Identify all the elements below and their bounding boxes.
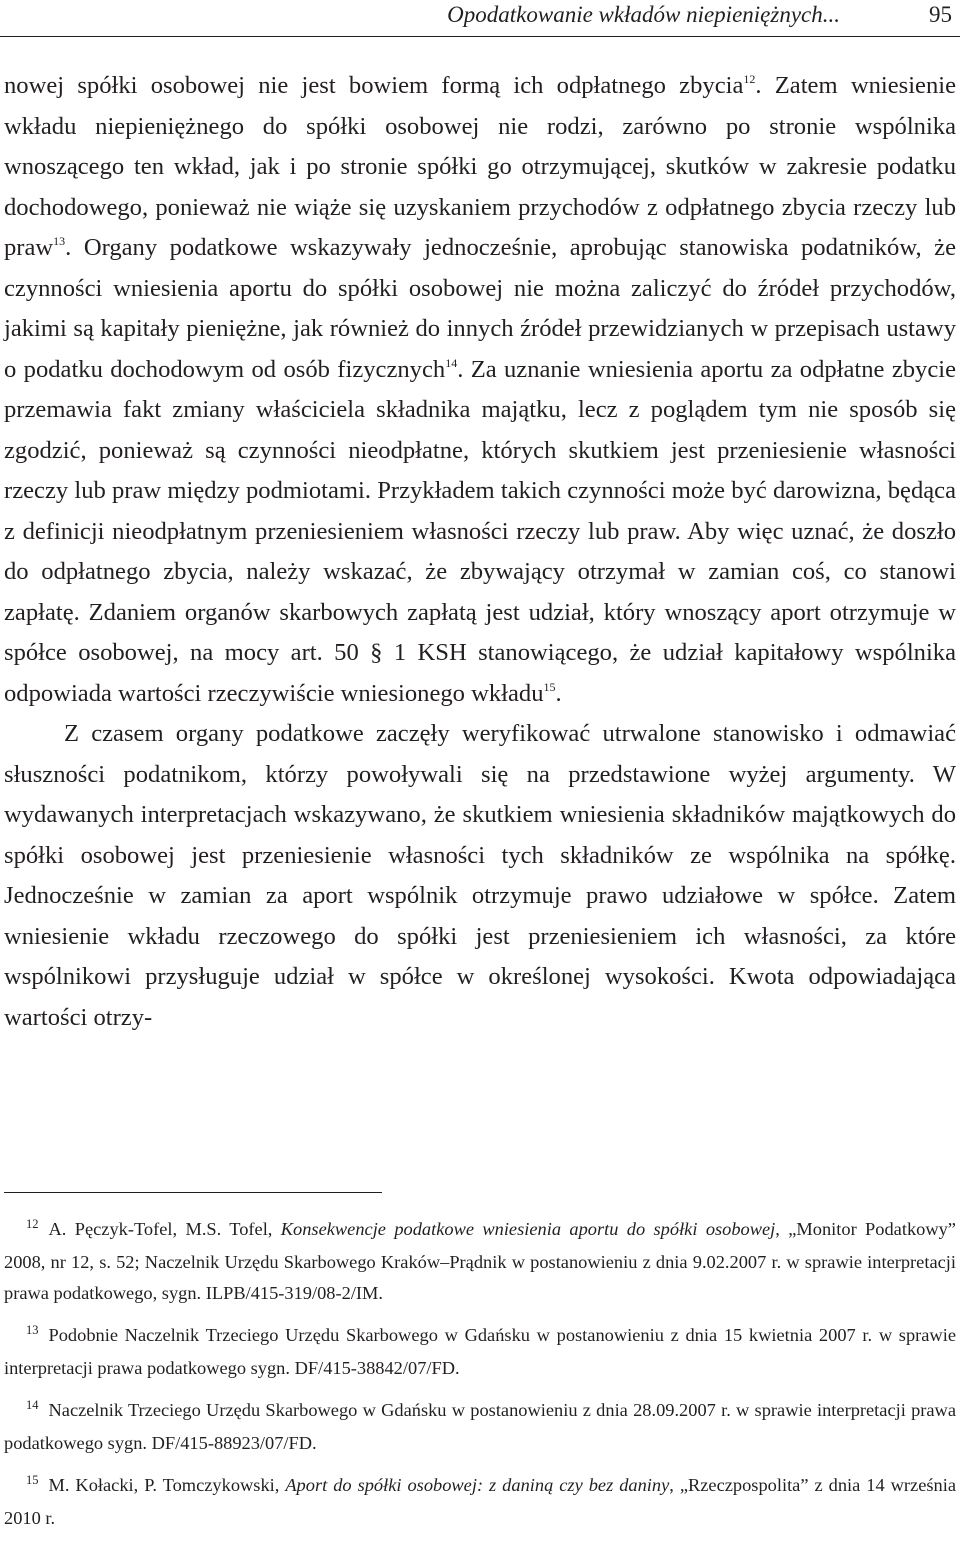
main-text — [4, 66, 956, 1038]
footnote-text: , „Rzeczpospolita” z dnia 14 września 2010 r. — [4, 1475, 956, 1528]
footnote-text: A. Pęczyk-Tofel, M.S. Tofel, — [48, 1219, 281, 1239]
paragraph-2: Z czasem organy podatkowe zaczęły weryfikować utrwalone stanowisko i odmawiać słuszności podatnikom, którzy powoływali się na przedstawione wyżej argumenty. W wydawanych interpretacjach wskazywano, że skutkiem wniesienia składników majątkowych do spółki osobowej jest przeniesienie własności tych składników ze wspólnika na spółkę. Jednocześnie w zamian za aport wspólnik otrzymuje prawo udziałowe w spółce. Zatem wniesienie wkładu rzeczowego do spółki jest przeniesieniem ich własności, za które wspólnikowi przysługuje udział w spółce w określonej wysokości. Kwota odpowiadająca wartości otrzy- — [4, 720, 956, 1031]
footnotes — [4, 1214, 956, 1545]
footnote-15 — [4, 1470, 956, 1534]
footnote-ref-14[interactable]: 14 — [445, 355, 458, 370]
footnote-separator — [4, 1192, 382, 1193]
paragraph-text: . Organy podatkowe wskazywały jednocześnie, aprobując stanowiska podatników, że czynności wniesienia aportu do spółki osobowej nie można zaliczyć do źródeł przychodów, jakimi są kapitały pieniężne, jak również do innych źródeł przewidzianych w przepisach ustawy o podatku dochodowym od osób fizycznych — [4, 234, 956, 383]
footnote-ref-12[interactable]: 12 — [743, 72, 756, 86]
header-rule — [0, 36, 960, 37]
paragraph-text: . Zatem wniesienie wkładu niepieniężnego do spółki osobowej nie rodzi, zarówno po stronie wspólnika wnoszącego ten wkład, jak i po stronie spółki go otrzymującej, skutków w zakresie podatku dochodowego, ponieważ nie wiąże się uzyskaniem przychodów z odpłatnego zbycia rzeczy lub praw — [4, 72, 956, 261]
footnote-title: Konsekwencje podatkowe wniesienia aportu do spółki osobowej — [280, 1219, 776, 1239]
page-header — [0, 0, 960, 44]
footnote-14 — [4, 1395, 956, 1459]
footnote-text: Naczelnik Trzeciego Urzędu Skarbowego w Gdańsku w postanowieniu z dnia 28.09.2007 r. w sprawie interpretacji prawa podatkowego sygn. DF/415-88923/07/FD. — [4, 1400, 956, 1453]
footnote-12 — [4, 1214, 956, 1309]
footnote-ref-15[interactable]: 15 — [543, 679, 556, 694]
footnote-13 — [4, 1320, 956, 1384]
running-title: Opodatkowanie wkładów niepieniężnych... — [447, 2, 840, 27]
footnote-title: Aport do spółki osobowej: z daniną czy bez daniny — [285, 1475, 670, 1495]
paragraph-text: . — [555, 679, 562, 707]
paragraph-text: nowej spółki osobowej nie jest bowiem formą ich odpłatnego zbycia — [4, 72, 744, 99]
page-number: 95 — [929, 2, 952, 27]
paragraph-1 — [4, 66, 956, 714]
footnote-text: Podobnie Naczelnik Trzeciego Urzędu Skarbowego w Gdańsku w postanowieniu z dnia 15 kwietnia 2007 r. w sprawie interpretacji prawa podatkowego sygn. DF/415-38842/07/FD. — [4, 1325, 956, 1378]
footnote-ref-13[interactable]: 13 — [53, 234, 66, 248]
footnote-text: M. Kołacki, P. Tomczykowski, — [48, 1475, 286, 1495]
footnote-number: 14 — [26, 1398, 39, 1412]
footnote-number: 15 — [26, 1473, 39, 1487]
footnote-number: 13 — [26, 1323, 39, 1337]
footnote-number: 12 — [26, 1217, 39, 1231]
paragraph-text: . Za uznanie wniesienia aportu za odpłatne zbycie przemawia fakt zmiany właściciela składnika majątku, lecz z poglądem tym nie sposób się zgodzić, ponieważ są czynności nieodpłatne, których skutkiem jest przeniesienie własności rzeczy lub praw między podmiotami. Przykładem takich czynności może być darowizna, będąca z definicji nieodpłatnym przeniesieniem własności rzeczy lub praw. Aby więc uznać, że doszło do odpłatnego zbycia, należy wskazać, że zbywający otrzymał w zamian coś, co stanowi zapłatę. Zdaniem organów skarbowych zapłatą jest udział, który wnoszący aport otrzymuje w spółce osobowej, na mocy art. 50 § 1 KSH stanowiącego, że udział kapitałowy wspólnika odpowiada wartości rzeczywiście wniesionego wkładu — [4, 355, 956, 707]
footnote-text: , „Monitor Podatkowy” 2008, nr 12, s. 52; Naczelnik Urzędu Skarbowego Kraków–Prądnik w postanowieniu z dnia 9.02.2007 r. w sprawie interpretacji prawa podatkowego, sygn. ILPB/415-319/08-2/IM. — [4, 1219, 956, 1303]
